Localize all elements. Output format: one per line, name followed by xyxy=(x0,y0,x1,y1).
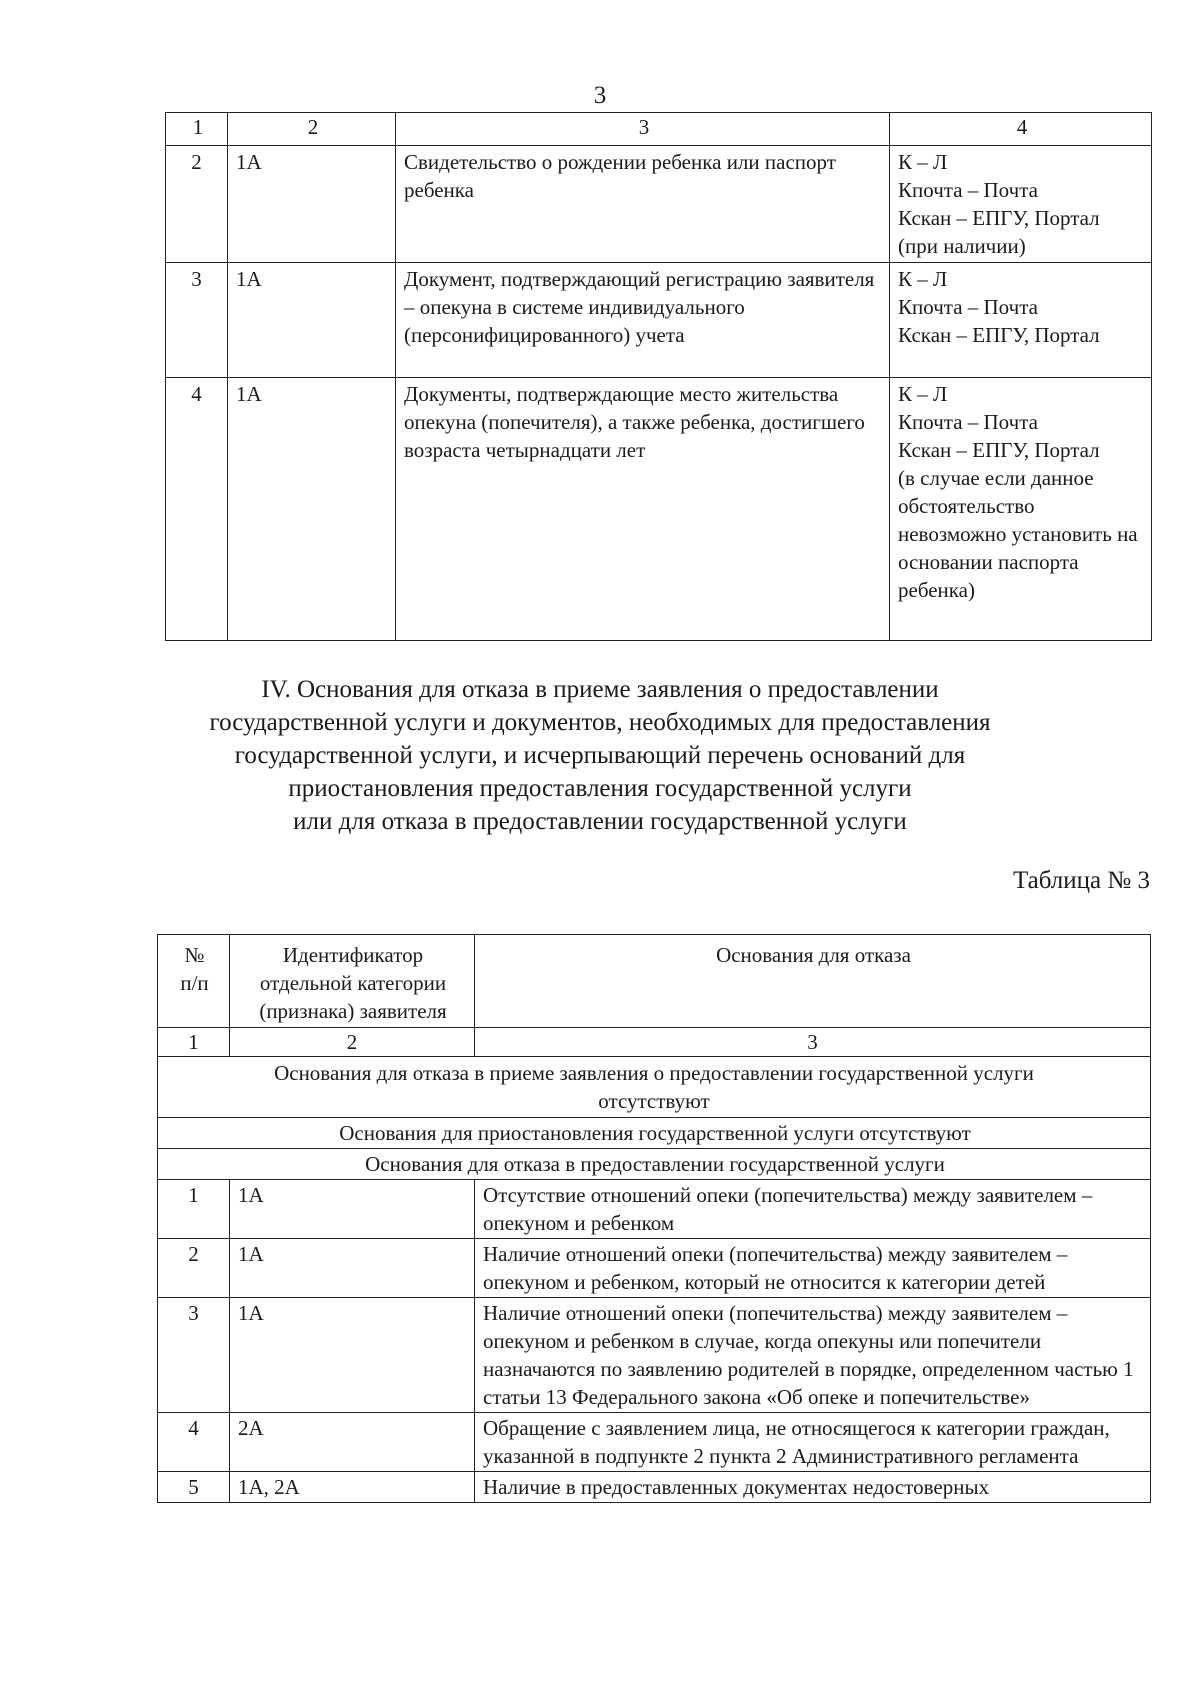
row-number: 2 xyxy=(166,146,228,263)
section-row xyxy=(158,1057,1151,1118)
column-number-label: 2 xyxy=(230,1028,475,1057)
table-row xyxy=(166,146,1152,263)
table-row xyxy=(166,263,1152,378)
section-row-text: Основания для отказа в предоставлении государственной услуги xyxy=(158,1149,1151,1180)
row-number: 3 xyxy=(158,1298,230,1413)
documents-table xyxy=(165,112,1152,641)
applicant-category-id: 1А xyxy=(228,146,396,263)
section-heading-text: IV. Основания для отказа в приеме заявления о предоставлении государственной услуги и документов, необходимых для предоставления государственной услуги, и исчерпывающий перечень оснований для приостановления предоставления государственной услуги или для отказа в предоставлении государственной услуги xyxy=(209,676,991,835)
document-name: Документы, подтверждающие место жительства опекуна (попечителя), а также ребенка, достигшего возраста четырнадцати лет xyxy=(396,378,890,641)
section-row-text: Основания для отказа в приеме заявления о предоставлении государственной услуги отсутствуют xyxy=(158,1057,1151,1118)
column-numbers-row xyxy=(158,1028,1151,1057)
applicant-category-id: 1А xyxy=(230,1180,475,1239)
table-row xyxy=(158,1472,1151,1503)
column-number-label: 1 xyxy=(158,1028,230,1057)
column-number-label: 3 xyxy=(475,1028,1151,1057)
row-number: 1 xyxy=(158,1180,230,1239)
refusal-reason: Наличие отношений опеки (попечительства) между заявителем – опекуном и ребенком, который не относится к категории детей xyxy=(475,1239,1151,1298)
row-number: 4 xyxy=(158,1413,230,1472)
refusal-grounds-table xyxy=(157,934,1151,1503)
section-row-text: Основания для приостановления государственной услуги отсутствуют xyxy=(158,1118,1151,1149)
refusal-reason: Наличие отношений опеки (попечительства) между заявителем – опекуном и ребенком в случае, когда опекуны или попечители назначаются по заявлению родителей в порядке, определенном частью 1 статьи 13 Федерального закона «Об опеке и попечительстве» xyxy=(475,1298,1151,1413)
document-name: Свидетельство о рождении ребенка или паспорт ребенка xyxy=(396,146,890,263)
refusal-reason: Обращение с заявлением лица, не относящегося к категории граждан, указанной в подпункте 2 пункта 2 Административного регламента xyxy=(475,1413,1151,1472)
applicant-category-id: 2А xyxy=(230,1413,475,1472)
table-row xyxy=(158,1180,1151,1239)
section-heading xyxy=(0,673,1200,838)
table-row xyxy=(158,1239,1151,1298)
section-row xyxy=(158,1118,1151,1149)
row-number: 4 xyxy=(166,378,228,641)
submission-form: К – Л Кпочта – Почта Кскан – ЕПГУ, Портал (в случае если данное обстоятельство невозможно установить на основании паспорта ребенка) xyxy=(890,378,1152,641)
applicant-category-id: 1А xyxy=(230,1239,475,1298)
column-number-label: 4 xyxy=(890,113,1152,146)
refusal-reason: Отсутствие отношений опеки (попечительства) между заявителем – опекуном и ребенком xyxy=(475,1180,1151,1239)
document-name: Документ, подтверждающий регистрацию заявителя – опекуна в системе индивидуального (персонифицированного) учета xyxy=(396,263,890,378)
row-number: 3 xyxy=(166,263,228,378)
submission-form: К – Л Кпочта – Почта Кскан – ЕПГУ, Портал xyxy=(890,263,1152,378)
applicant-category-id: 1А xyxy=(228,378,396,641)
submission-form: К – Л Кпочта – Почта Кскан – ЕПГУ, Портал (при наличии) xyxy=(890,146,1152,263)
column-header-grounds: Основания для отказа xyxy=(475,935,1151,1028)
page-number: 3 xyxy=(593,82,607,109)
column-number-label: 2 xyxy=(228,113,396,146)
table-row xyxy=(166,378,1152,641)
table-header-row xyxy=(158,935,1151,1028)
column-number-label: 3 xyxy=(396,113,890,146)
table-row xyxy=(158,1298,1151,1413)
applicant-category-id: 1А, 2А xyxy=(230,1472,475,1503)
row-number: 2 xyxy=(158,1239,230,1298)
refusal-reason: Наличие в предоставленных документах недостоверных xyxy=(475,1472,1151,1503)
column-number-label: 1 xyxy=(166,113,228,146)
table-row xyxy=(158,1413,1151,1472)
table-caption: Таблица № 3 xyxy=(1012,867,1150,894)
table-header-row xyxy=(166,113,1152,146)
row-number: 5 xyxy=(158,1472,230,1503)
applicant-category-id: 1А xyxy=(230,1298,475,1413)
section-row xyxy=(158,1149,1151,1180)
column-header-number: № п/п xyxy=(158,935,230,1028)
column-header-identifier: Идентификатор отдельной категории (признака) заявителя xyxy=(230,935,475,1028)
applicant-category-id: 1А xyxy=(228,263,396,378)
